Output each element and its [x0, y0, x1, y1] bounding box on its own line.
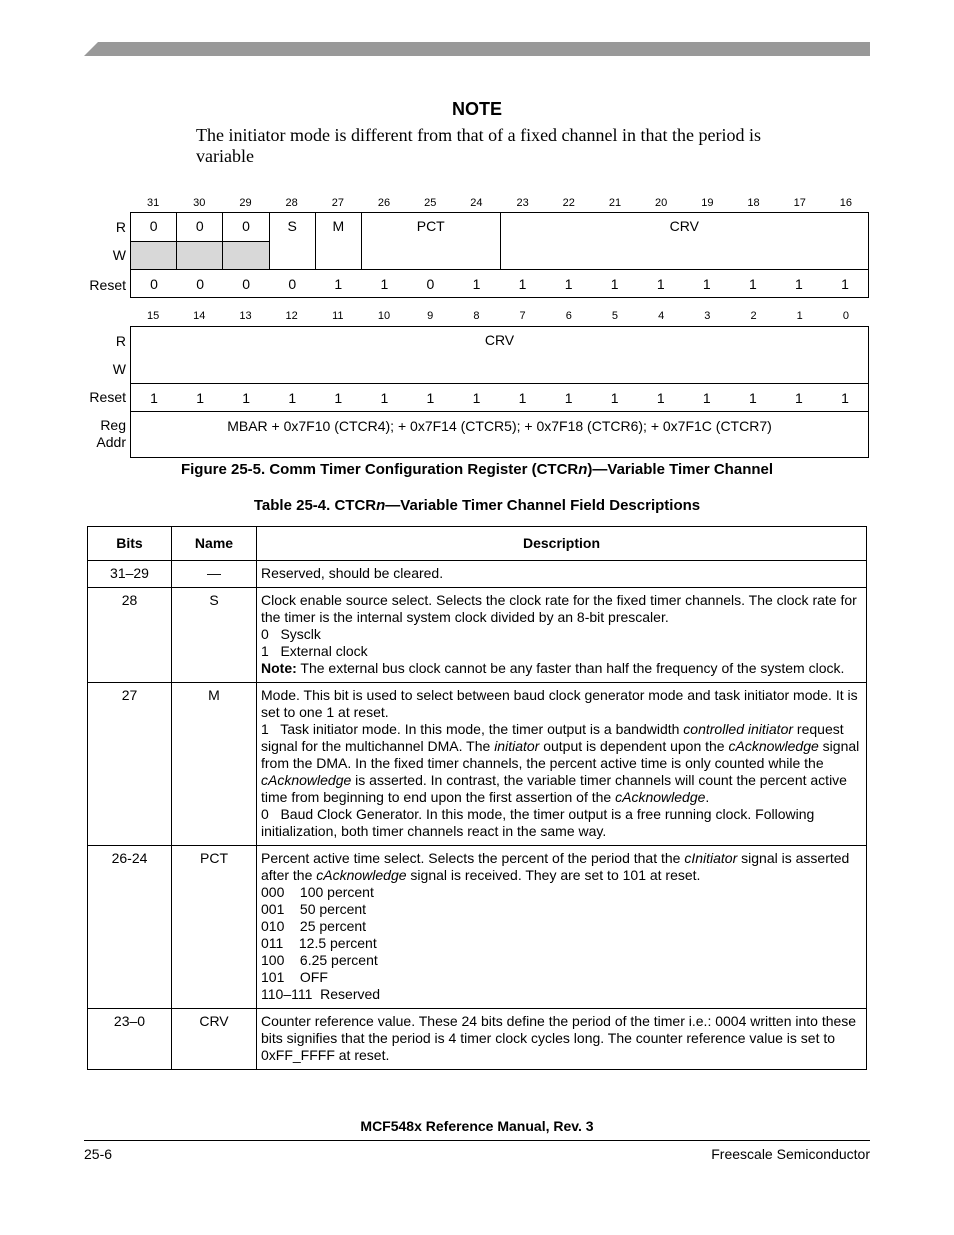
- reset-value: 1: [841, 390, 849, 406]
- reset-value: 1: [656, 276, 665, 292]
- bit-number: 11: [332, 310, 344, 322]
- bit-number: 8: [473, 310, 480, 322]
- reset-value: 1: [702, 276, 711, 292]
- table-row: [88, 588, 867, 683]
- reset-value: 1: [748, 276, 757, 292]
- table-row: [88, 561, 867, 588]
- reset-value: 1: [795, 390, 803, 406]
- cell-name: S: [172, 588, 257, 683]
- upper-bit-numbers: [130, 197, 869, 211]
- header-band: [84, 42, 870, 56]
- bit-number: 15: [146, 310, 160, 322]
- reset-value: 1: [841, 276, 849, 292]
- reset-value: 1: [795, 276, 803, 292]
- reset-value: 1: [334, 276, 343, 292]
- upper-register: [130, 212, 869, 298]
- bit-number: 2: [750, 310, 757, 322]
- bit-number: 31: [146, 197, 160, 209]
- page-number: 25-6: [84, 1146, 113, 1162]
- field-crv: CRV: [669, 218, 699, 234]
- reset-value: 1: [610, 276, 619, 292]
- cell-bits: 26-24: [88, 846, 172, 1009]
- reset-value: 0: [426, 276, 435, 292]
- cell-bits: 28: [88, 588, 172, 683]
- reset-value: 0: [242, 276, 251, 292]
- bit-number: 19: [701, 197, 714, 209]
- reset-value: 1: [288, 390, 297, 406]
- bit-number: 20: [655, 197, 668, 209]
- row-label-r: R: [115, 219, 126, 235]
- bit-number: 17: [793, 197, 806, 209]
- bit-number: 26: [377, 197, 391, 209]
- bit-number: 3: [704, 310, 711, 322]
- reset-value: 1: [564, 390, 573, 406]
- table-row: [88, 683, 867, 846]
- footer-company: Freescale Semiconductor: [711, 1146, 870, 1162]
- header-description: Description: [257, 527, 867, 561]
- bit-number: 13: [239, 310, 252, 322]
- field-pct: PCT: [362, 213, 501, 269]
- row-label-addr: Addr: [96, 434, 126, 450]
- reset-value: 0: [150, 276, 158, 292]
- bit-number: 23: [516, 197, 529, 209]
- bit-number: 6: [565, 310, 572, 322]
- field-m: M: [316, 213, 362, 269]
- bit-number: 18: [747, 197, 760, 209]
- bit-number: 30: [193, 197, 206, 209]
- row-label-reset: Reset: [89, 277, 126, 293]
- bit-number: 10: [377, 310, 391, 322]
- reset-value: 1: [150, 390, 158, 406]
- reset-value: 1: [518, 390, 527, 406]
- cell-name: CRV: [172, 1009, 257, 1070]
- header-bits: Bits: [88, 527, 172, 561]
- bit-number: 27: [331, 197, 344, 209]
- figure-caption: Figure 25-5. Comm Timer Configuration Register (CTCRn)—Variable Timer Channel: [180, 461, 774, 478]
- table-row: [88, 1009, 867, 1070]
- upper-reset-values: [131, 269, 868, 297]
- field-s: S: [270, 213, 316, 269]
- bit-number: 9: [427, 310, 434, 322]
- bit-number: 24: [470, 197, 483, 209]
- bit-number: 29: [239, 197, 252, 209]
- reset-value: 1: [564, 276, 573, 292]
- reset-value: 1: [748, 390, 757, 406]
- reset-value: 1: [518, 276, 527, 292]
- bit-number: 12: [285, 310, 298, 322]
- footer-divider: [84, 1140, 870, 1141]
- reset-value: 1: [656, 390, 665, 406]
- note-body: The initiator mode is different from that of a fixed channel in that the period is variable: [196, 125, 761, 166]
- header-name: Name: [172, 527, 257, 561]
- table-header-row: [88, 527, 867, 561]
- row-label-reg: Reg: [100, 417, 126, 433]
- reset-value: 1: [472, 276, 481, 292]
- lower-reset-values: [131, 383, 868, 411]
- reset-value: 1: [242, 390, 251, 406]
- note-title: NOTE: [451, 99, 502, 119]
- bit-number: 7: [519, 310, 526, 322]
- field-reserved: 0: [223, 213, 269, 269]
- field-description-table: [87, 526, 867, 1070]
- bit-number: 28: [285, 197, 298, 209]
- cell-name: PCT: [172, 846, 257, 1009]
- reset-value: 0: [288, 276, 297, 292]
- cell-bits: 31–29: [88, 561, 172, 588]
- bit-number: 22: [562, 197, 575, 209]
- footer-manual-title: MCF548x Reference Manual, Rev. 3: [360, 1118, 594, 1134]
- reset-value: 1: [426, 390, 435, 406]
- cell-description: Percent active time select. Selects the percent of the period that the cInitiator signal is asserted after the cAcknowledge signal is received. They are set to 101 at reset. 000 100 percent 001 50 percent 010 25 percent 011 12.5 percent 100 6.25 percent 101 OFF 110–111 Reserved: [257, 846, 867, 1009]
- table-caption: Table 25-4. CTCRn—Variable Timer Channel Field Descriptions: [253, 497, 701, 514]
- bit-number: 5: [611, 310, 619, 322]
- reset-value: 1: [380, 276, 389, 292]
- row-label-w: W: [112, 361, 126, 377]
- reset-value: 1: [334, 390, 343, 406]
- bit-number: 14: [193, 310, 206, 322]
- register-address: MBAR + 0x7F10 (CTCR4); + 0x7F14 (CTCR5); + 0x7F18 (CTCR6); + 0x7F1C (CTCR7): [131, 411, 868, 457]
- reset-value: 1: [610, 390, 619, 406]
- cell-bits: 23–0: [88, 1009, 172, 1070]
- bit-number: 1: [796, 310, 803, 322]
- cell-description: Clock enable source select. Selects the clock rate for the fixed timer channels. The clock rate for the timer is the internal system clock divided by an 8-bit prescaler. 0 Sysclk 1 External clock Note: The external bus clock cannot be any faster than half the frequency of the system clock.: [257, 588, 867, 683]
- bit-number: 16: [839, 197, 853, 209]
- cell-bits: 27: [88, 683, 172, 846]
- lower-register: [130, 326, 869, 458]
- reset-value: 0: [196, 276, 204, 292]
- reset-value: 1: [196, 390, 204, 406]
- cell-name: M: [172, 683, 257, 846]
- reset-value: 1: [702, 390, 711, 406]
- bit-number: 25: [424, 197, 437, 209]
- row-label-r: R: [115, 333, 126, 349]
- bit-number: 4: [658, 310, 665, 322]
- cell-description: Reserved, should be cleared.: [257, 561, 867, 588]
- cell-description: Mode. This bit is used to select between baud clock generator mode and task initiator mode. It is set to one 1 at reset. 1 Task initiator mode. In this mode, the timer output is a bandwidth controlled initiator request signal for the multichannel DMA. The initiator output is dependent upon the cAcknowledge signal from the DMA. In the fixed timer channels, the percent active time is only counted while the cAcknowledge is asserted. In contrast, the variable timer channels will count the percent active time from beginning to end upon the first assertion of the cAcknowledge. 0 Baud Clock Generator. In this mode, the timer output is a free running clock. Following initialization, both timer channels react in the same way.: [257, 683, 867, 846]
- cell-description: Counter reference value. These 24 bits define the period of the timer i.e.: 0004 written into these bits signifies that the period is 4 timer clock cycles long. The counter reference value is set to 0xFF_FFFF at reset.: [257, 1009, 867, 1070]
- table-row: [88, 846, 867, 1009]
- row-label-w: W: [112, 247, 126, 263]
- field-crv: CRV: [484, 332, 515, 348]
- cell-name: —: [172, 561, 257, 588]
- reset-value: 1: [380, 390, 389, 406]
- row-label-reset: Reset: [89, 389, 126, 405]
- field-reserved: 0: [131, 213, 177, 269]
- bit-number: 21: [608, 197, 622, 209]
- lower-bit-numbers: [130, 310, 869, 324]
- reset-value: 1: [472, 390, 481, 406]
- field-reserved: 0: [177, 213, 223, 269]
- bit-number: 0: [842, 310, 849, 322]
